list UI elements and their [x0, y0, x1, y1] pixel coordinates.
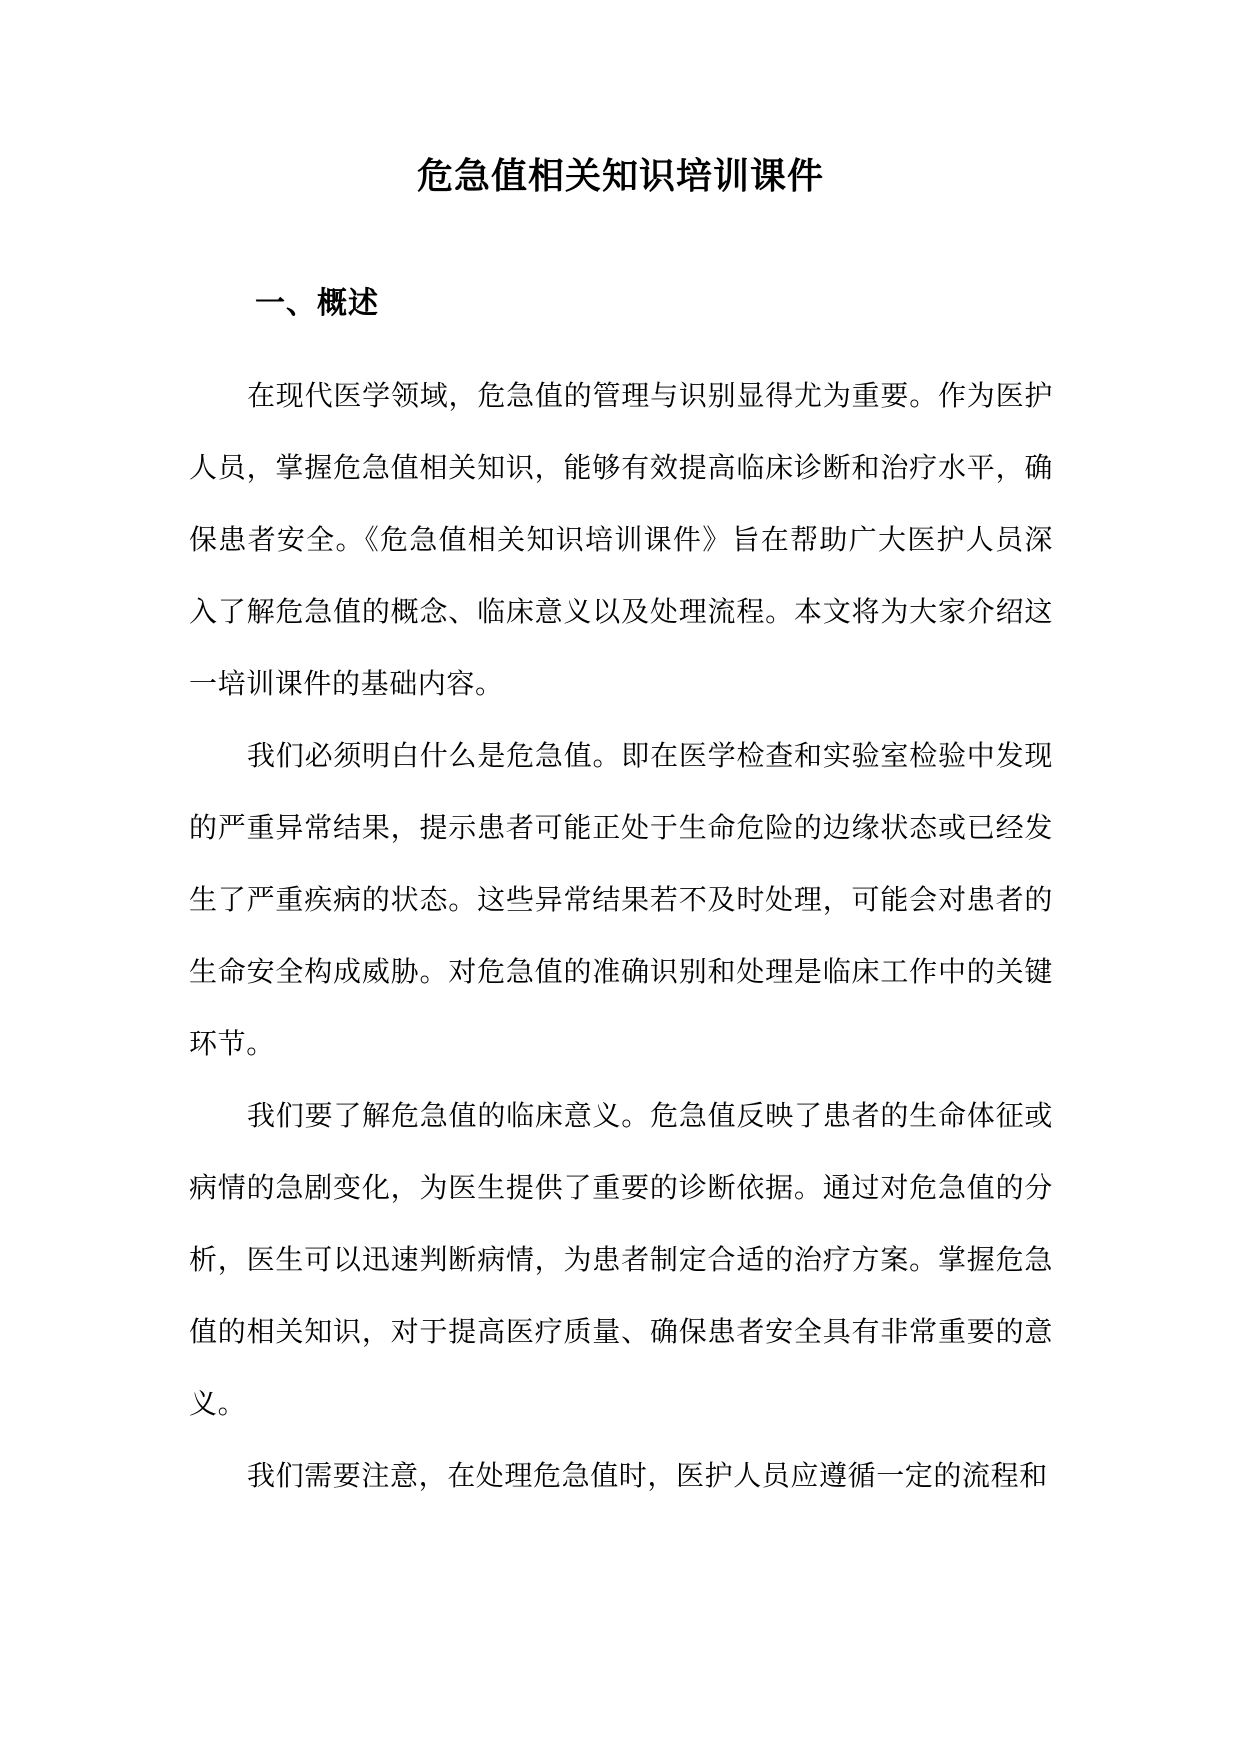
document-body [189, 360, 1053, 1512]
paragraph-clinical-significance: 我们要了解危急值的临床意义。危急值反映了患者的生命体征或病情的急剧变化，为医生提供了重要的诊断依据。通过对危急值的分析，医生可以迅速判断病情，为患者制定合适的治疗方案。掌握危急值的相关知识，对于提高医疗质量、确保患者安全具有非常重要的意义。 [189, 1099, 1053, 1420]
paragraph-intro: 在现代医学领域，危急值的管理与识别显得尤为重要。作为医护人员，掌握危急值相关知识，能够有效提高临床诊断和治疗水平，确保患者安全。《危急值相关知识培训课件》旨在帮助广大医护人员深入了解危急值的概念、临床意义以及处理流程。本文将为大家介绍这一培训课件的基础内容。 [189, 379, 1053, 700]
paragraph-definition: 我们必须明白什么是危急值。即在医学检查和实验室检验中发现的严重异常结果，提示患者可能正处于生命危险的边缘状态或已经发生了严重疾病的状态。这些异常结果若不及时处理，可能会对患者的生命安全构成威胁。对危急值的准确识别和处理是临床工作中的关键环节。 [189, 739, 1053, 1060]
paragraph-handling-note: 我们需要注意，在处理危急值时，医护人员应遵循一定的流程和 [247, 1459, 1048, 1492]
section-heading-overview: 一、概述 [255, 286, 379, 321]
document-title: 危急值相关知识培训课件 [416, 155, 824, 197]
